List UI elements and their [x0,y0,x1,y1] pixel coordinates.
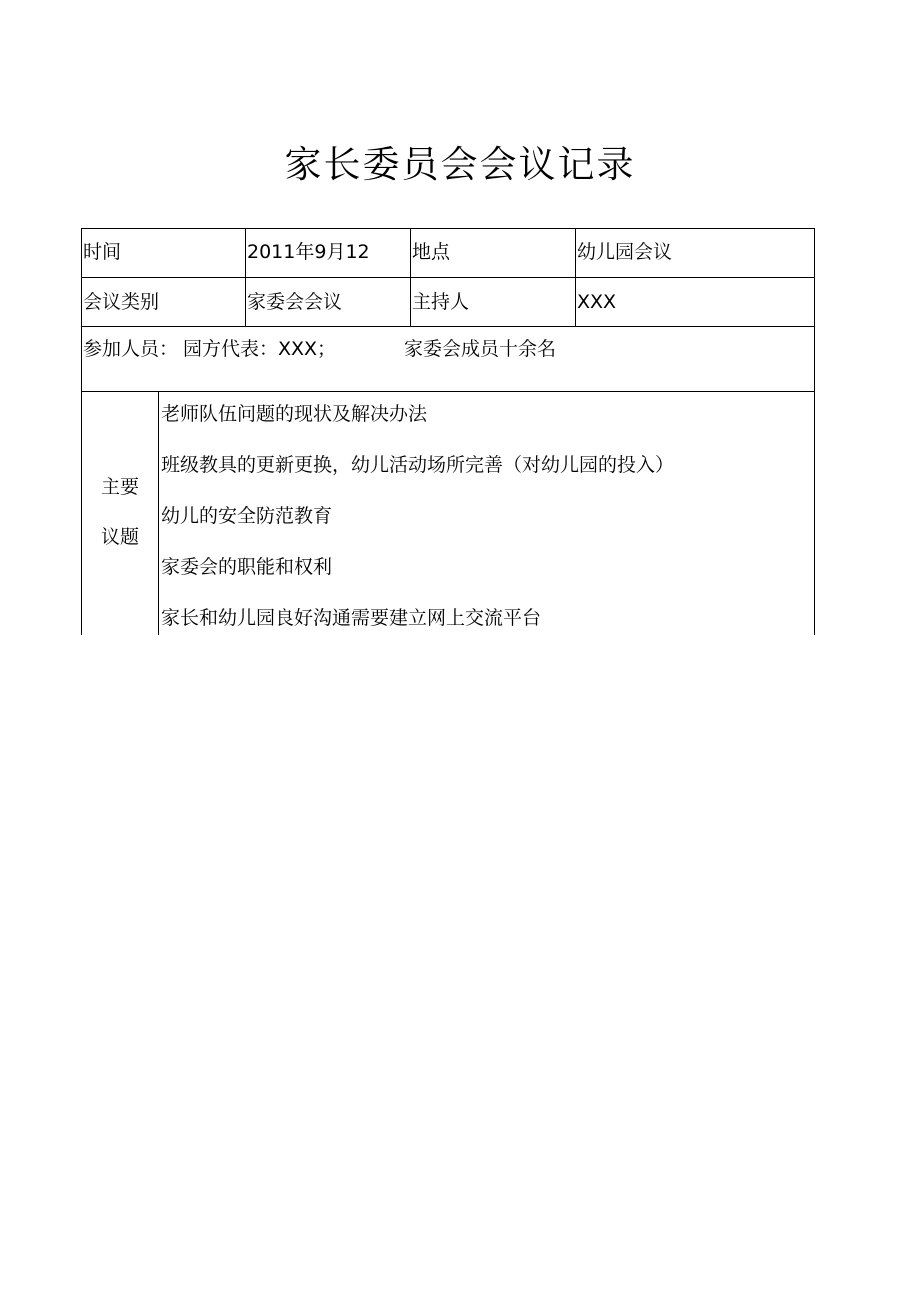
page-title: 家长委员会会议记录 [284,142,636,186]
topics-label-line1: 主要 [101,476,140,498]
host-value: XXX [577,291,617,313]
time-label: 时间 [83,241,122,263]
meeting-type-label: 会议类别 [83,291,160,313]
place-label: 地点 [412,241,451,263]
table-col-divider [575,228,576,326]
attendees-school-rep: 园方代表：XXX； [183,338,337,360]
host-label: 主持人 [412,291,470,313]
time-value: 2011年9月12 [247,241,370,263]
table-row-divider [81,277,815,278]
attendees-label: 参加人员： [83,338,179,360]
table-col-divider [245,228,246,326]
topic-item: 班级教具的更新更换，幼儿活动场所完善（对幼儿园的投入） [161,454,675,476]
table-col-divider [410,228,411,326]
topic-item: 幼儿的安全防范教育 [161,505,333,527]
table-row-divider [81,326,815,327]
topic-item: 家长和幼儿园良好沟通需要建立网上交流平台 [161,607,542,629]
table-row-divider [81,391,815,392]
table-border-top [81,228,815,229]
meeting-type-value: 家委会会议 [247,291,343,313]
table-border-right [814,228,815,635]
table-border-left [81,228,82,635]
topic-item: 家委会的职能和权利 [161,556,333,578]
meeting-record-table [81,228,815,635]
topics-label-line2: 议题 [101,526,140,548]
place-value: 幼儿园会议 [577,241,673,263]
topic-item: 老师队伍问题的现状及解决办法 [161,403,428,425]
attendees-committee: 家委会成员十余名 [404,338,557,360]
topics-label-divider [158,391,159,635]
